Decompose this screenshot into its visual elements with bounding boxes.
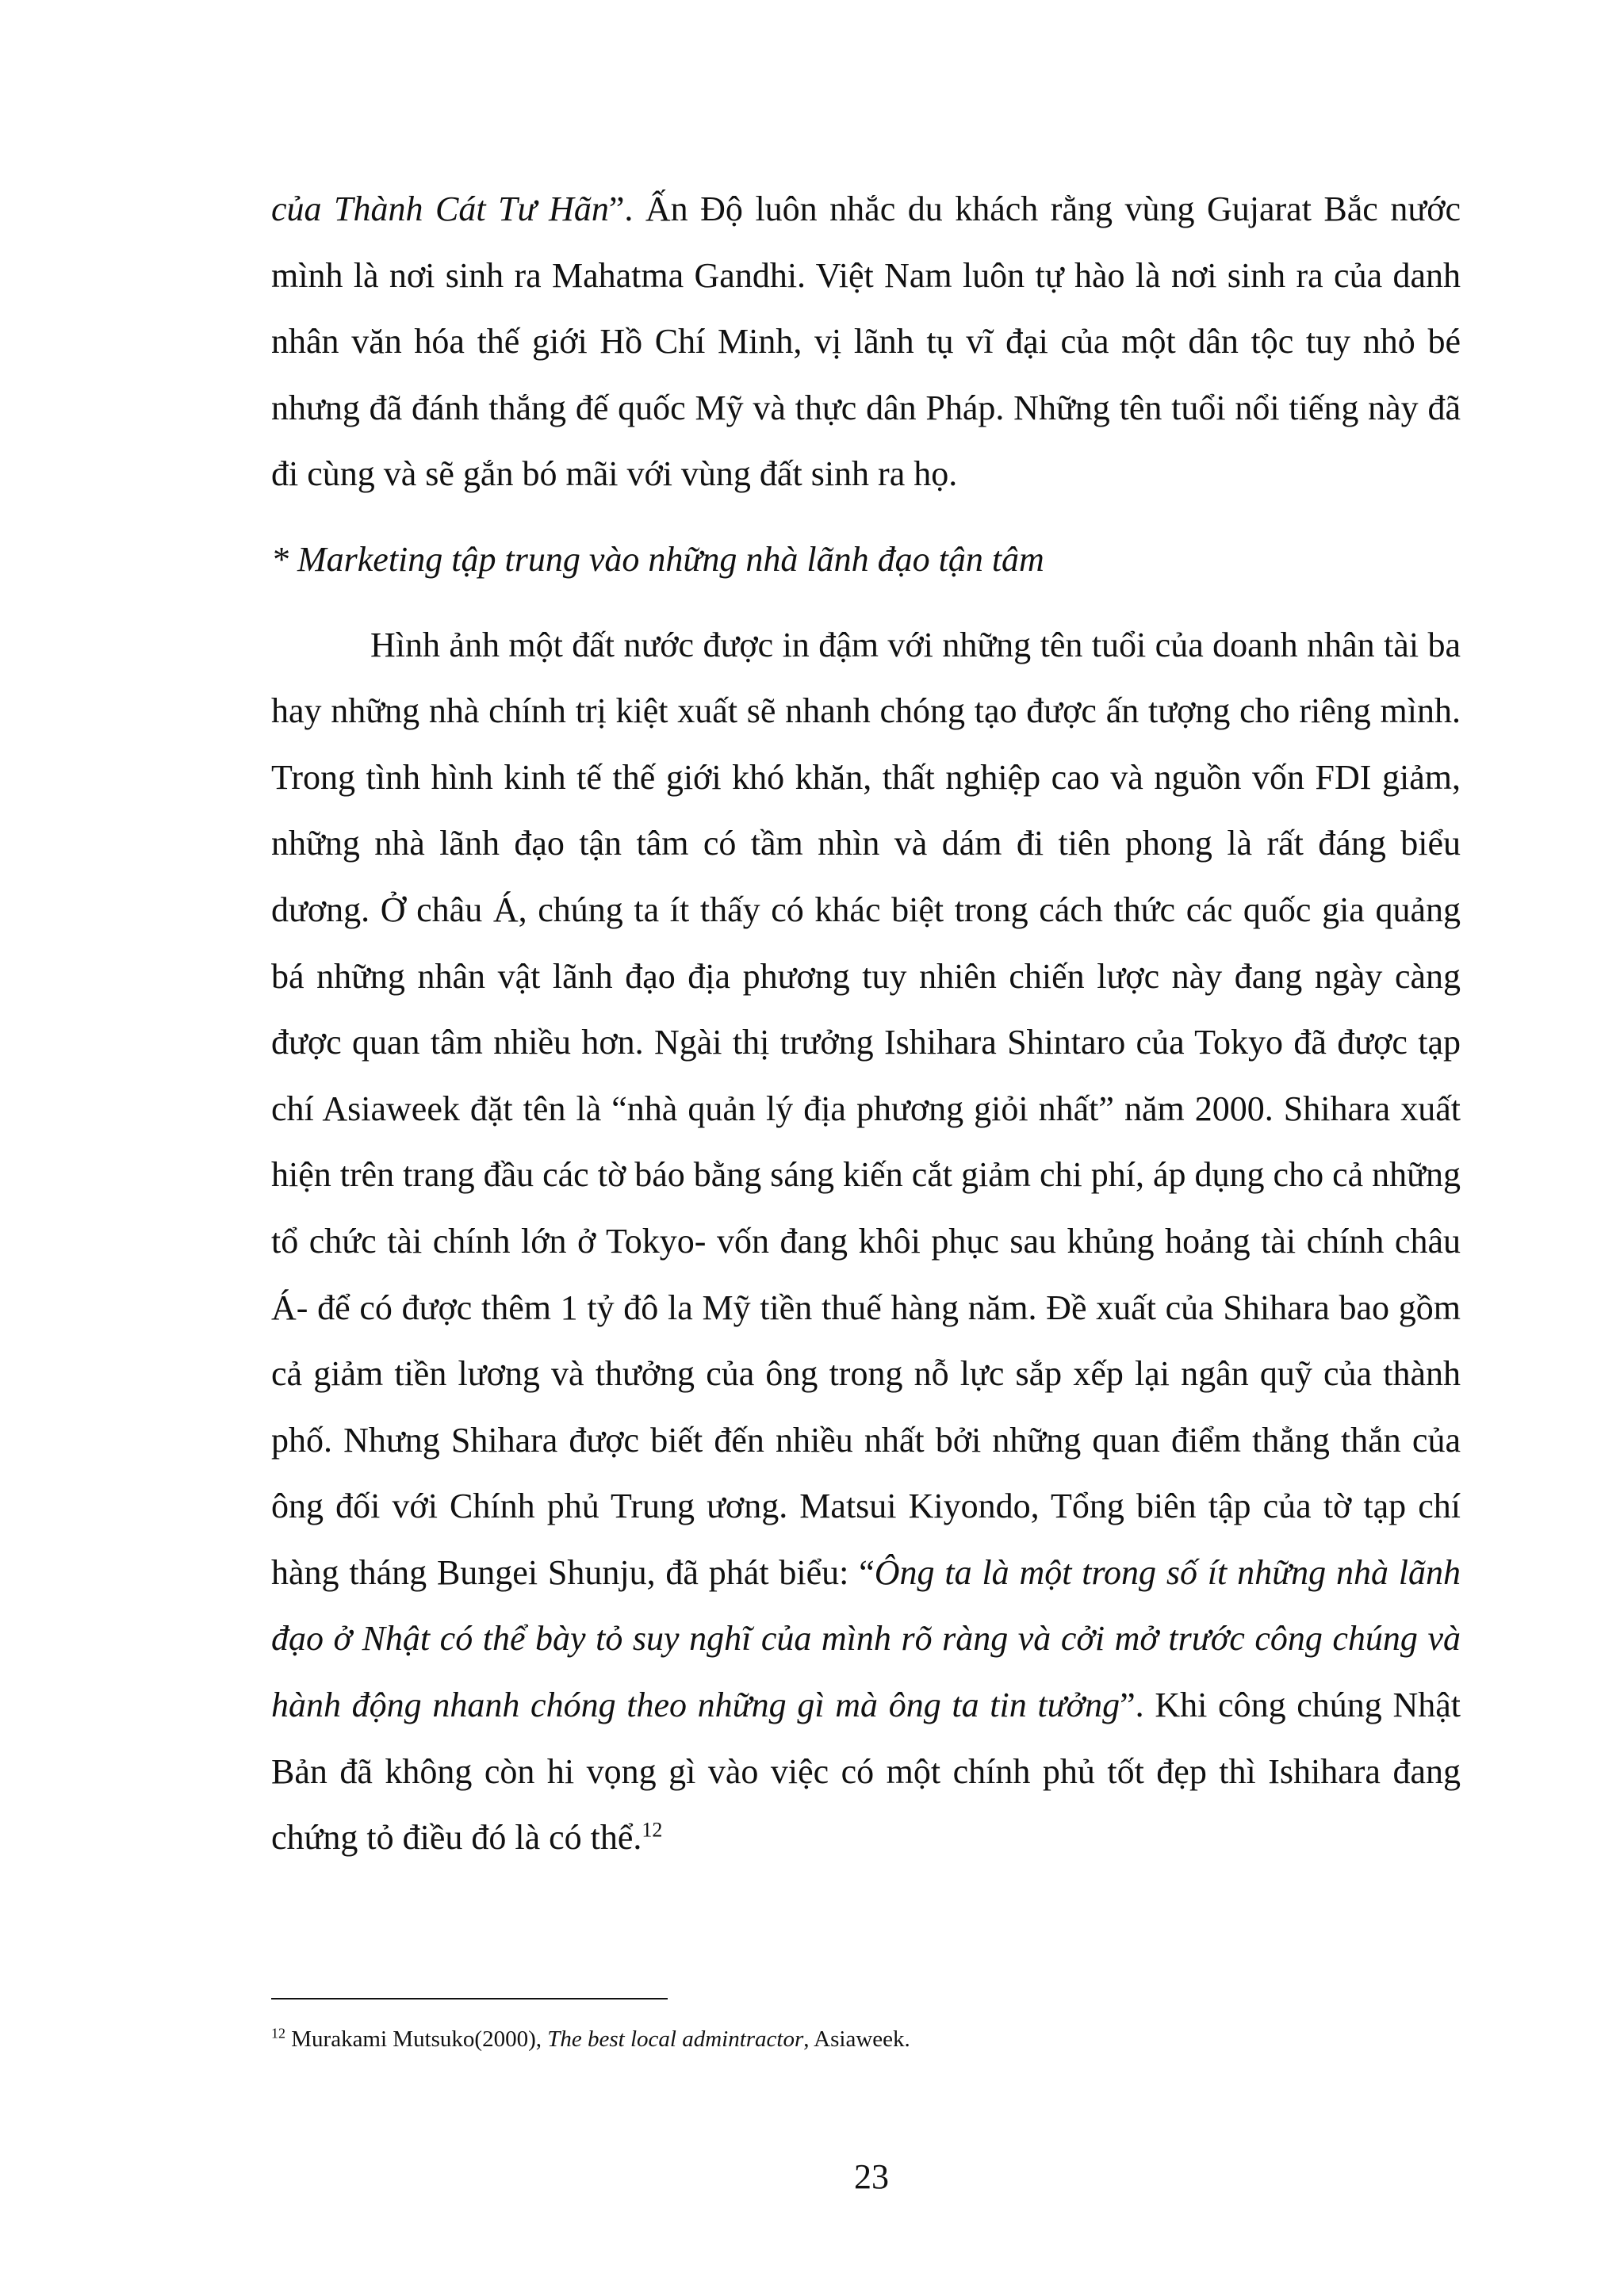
paragraph-text: Hình ảnh một đất nước được in đậm với những tên tuổi của doanh nhân tài ba hay những nhà chính trị kiệt xuất sẽ nhanh chóng tạo được ấn tượng cho riêng mình. Trong tình hình kinh tế thế giới khó khăn, thất nghiệp cao và nguồn vốn FDI giảm, những nhà lãnh đạo tận tâm có tầm nhìn và dám đi tiên phong là rất đáng biểu dương. Ở châu Á, chúng ta ít thấy có khác biệt trong cách thức các quốc gia quảng bá những nhân vật lãnh đạo địa phương tuy nhiên chiến lược này đang ngày càng được quan tâm nhiều hơn. Ngài thị trưởng Ishihara Shintaro của Tokyo đã được tạp chí Asiaweek đặt tên là “nhà quản lý địa phương giỏi nhất” năm 2000. Shihara xuất hiện trên trang đầu các tờ báo bằng sáng kiến cắt giảm chi phí, áp dụng cho cả những tổ chức tài chính lớn ở Tokyo- vốn đang khôi phục sau khủng hoảng tài chính châu Á- để có được thêm 1 tỷ đô la Mỹ tiền thuế hàng năm. Đề xuất của Shihara bao gồm cả giảm tiền lương và thưởng của ông trong nỗ lực sắp xếp lại ngân quỹ của thành phố. Nhưng Shihara được biết đến nhiều nhất bởi những quan điểm thẳng thắn của ông đối với Chính phủ Trung ương. Matsui Kiyondo, Tổng biên tập của tờ tạp chí hàng tháng Bungei Shunju, đã phát biểu: “ xyxy=(271,625,1461,1592)
paragraph-1 xyxy=(271,176,1461,507)
paragraph-text: ”. Ấn Độ luôn nhắc du khách rằng vùng Gujarat Bắc nước mình là nơi sinh ra Mahatma Gandhi. Việt Nam luôn tự hào là nơi sinh ra của danh nhân văn hóa thế giới Hồ Chí Minh, vị lãnh tụ vĩ đại của một dân tộc tuy nhỏ bé nhưng đã đánh thắng đế quốc Mỹ và thực dân Pháp. Những tên tuổi nổi tiếng này đã đi cùng và sẽ gắn bó mãi với vùng đất sinh ra họ. xyxy=(271,189,1461,494)
paragraph-2 xyxy=(271,612,1461,1871)
footnote-reference: 12 xyxy=(642,1818,663,1842)
page-number: 23 xyxy=(854,2157,889,2196)
footnote-author: Murakami Mutsuko(2000), xyxy=(285,2026,548,2052)
footnote-separator xyxy=(271,1998,668,1999)
footnote xyxy=(271,2023,1461,2055)
footnote-number: 12 xyxy=(271,2025,285,2042)
italic-quote: Ông ta là một trong số ít những nhà lãnh đạo ở Nhật có thể bày tỏ suy nghĩ của mình rõ ràng và cởi mở trước công chúng và hành động nhanh chóng theo những gì mà ông ta tin tưởng xyxy=(271,1552,1461,1725)
footnote-title: The best local admintractor xyxy=(547,2026,804,2052)
section-heading: * Marketing tập trung vào những nhà lãnh đạo tận tâm xyxy=(271,539,1044,579)
body-text xyxy=(271,176,1461,1871)
paragraph-text-end: ”. Khi công chúng Nhật Bản đã không còn hi vọng gì vào việc có một chính phủ tốt đẹp thì Ishihara đang chứng tỏ điều đó là có thể. xyxy=(271,1686,1461,1858)
footnote-source: , Asiaweek. xyxy=(803,2026,910,2052)
italic-quote: của Thành Cát Tư Hãn xyxy=(271,189,609,228)
